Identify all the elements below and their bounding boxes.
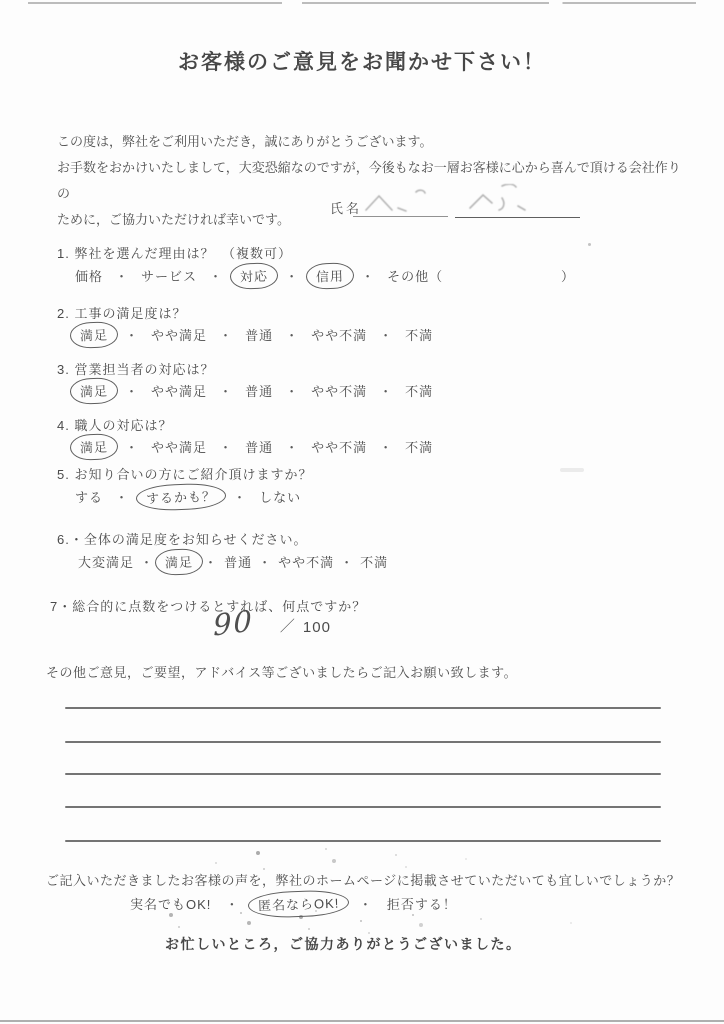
option-real-name-ok: 実名でもOK! — [130, 897, 212, 912]
scan-smudge — [560, 468, 584, 472]
option-somewhat-dissatisfied: やや不満 — [311, 328, 368, 343]
question-1-label: 1. 弊社を選んだ理由は？ （複数可） — [57, 246, 292, 261]
comment-writing-line — [65, 840, 661, 842]
name-field-underline — [455, 217, 580, 218]
option-separator-dot: ・ — [125, 384, 140, 399]
comment-writing-line — [65, 806, 661, 808]
option-neutral: 普通 — [245, 384, 274, 399]
comment-writing-line — [65, 741, 661, 743]
option-somewhat-satisfied: やや満足 — [151, 328, 208, 343]
option-separator-dot: ・ — [285, 384, 300, 399]
option-separator-dot: ・ — [209, 269, 224, 284]
score-max-value: 100 — [302, 619, 331, 636]
option-separator-dot: ・ — [340, 555, 355, 570]
option-separator-dot: ・ — [125, 328, 140, 343]
question-4-label: 4. 職人の対応は？ — [57, 418, 173, 433]
comment-writing-line — [65, 707, 661, 709]
option-neutral: 普通 — [224, 555, 253, 570]
option-separator-dot: ・ — [379, 384, 394, 399]
option-separator-dot: ・ — [358, 897, 373, 912]
option-separator-dot: ・ — [204, 555, 219, 570]
pencil-smudges — [150, 908, 152, 910]
option-very-satisfied: 大変満足 — [78, 555, 135, 570]
option-separator-dot: ・ — [219, 328, 234, 343]
scan-artifact-top-edge — [28, 2, 696, 4]
option-separator-dot: ・ — [379, 440, 394, 455]
option-separator-dot: ・ — [233, 490, 248, 505]
question-2-label: 2. 工事の満足度は？ — [57, 306, 187, 321]
option-separator-dot: ・ — [140, 555, 155, 570]
intro-line-3: ために，ご協力いただければ幸いです。 — [57, 212, 290, 227]
option-separator-dot: ・ — [125, 440, 140, 455]
handwritten-name-scribble — [352, 184, 582, 214]
option-maybe-refer-circled: するかも？ — [136, 482, 227, 511]
question-5-label: 5. お知り合いの方にご紹介頂けますか？ — [57, 467, 313, 482]
scan-artifact-bottom-edge — [0, 1020, 724, 1022]
option-neutral: 普通 — [245, 440, 274, 455]
question-3-options — [75, 381, 433, 400]
intro-line-1: この度は，弊社をご利用いただき，誠にありがとうございます。 — [57, 134, 433, 149]
option-separator-dot: ・ — [115, 269, 130, 284]
comments-section-label: その他ご意見，ご要望，アドバイス等ございましたらご記入お願い致します。 — [46, 665, 518, 680]
option-separator-dot: ・ — [285, 440, 300, 455]
question-2-options — [75, 325, 433, 344]
option-somewhat-satisfied: やや満足 — [151, 384, 208, 399]
question-6-label: 6.・全体の満足度をお知らせください。 — [57, 532, 308, 547]
intro-paragraph — [57, 129, 687, 233]
question-7-label: 7・総合的に点数をつけるとすれば、何点ですか？ — [50, 599, 367, 614]
name-field-label: 氏名 — [330, 201, 363, 216]
option-trust-circled: 信用 — [306, 262, 355, 290]
option-separator-dot: ・ — [285, 269, 300, 284]
option-separator-dot: ・ — [285, 328, 300, 343]
option-somewhat-dissatisfied: やや不満 — [311, 440, 368, 455]
score-row — [212, 603, 331, 643]
handwritten-score-value: 90 — [212, 603, 255, 643]
scan-speck — [588, 243, 591, 246]
comment-writing-line — [65, 773, 661, 775]
question-4-options — [75, 437, 433, 456]
option-separator-dot: ・ — [219, 384, 234, 399]
option-refuse: 拒否する！ — [386, 897, 457, 912]
option-service: サービス — [141, 269, 198, 284]
option-other-open-paren: その他（ — [387, 269, 444, 284]
intro-line-2: お手数をおかけいたしまして，大変恐縮なのですが，今後もなお一層お客様に心から喜んで頂ける会社作りの — [57, 160, 681, 201]
option-somewhat-dissatisfied: やや不満 — [278, 555, 335, 570]
score-slash: ／ — [279, 618, 295, 635]
option-price: 価格 — [75, 269, 104, 284]
page-title: お客様のご意見をお聞かせ下さい！ — [178, 51, 546, 74]
question-1-options — [75, 266, 575, 285]
scan-speckles — [95, 846, 97, 848]
publish-permission-options — [130, 894, 457, 913]
question-5-options — [75, 487, 301, 506]
option-will-refer: する — [75, 490, 104, 505]
thank-you-message: お忙しいところ，ご協力ありがとうございました。 — [165, 936, 522, 952]
option-dissatisfied: 不満 — [360, 555, 389, 570]
publish-permission-question: ご記入いただきましたお客様の声を，弊社のホームページに掲載させていただいても宜しいでしょうか？ — [46, 873, 681, 888]
option-separator-dot: ・ — [225, 897, 240, 912]
option-dissatisfied: 不満 — [405, 384, 434, 399]
option-satisfied-circled: 満足 — [70, 321, 119, 349]
name-field-underline — [353, 216, 448, 217]
option-separator-dot: ・ — [361, 269, 376, 284]
option-anonymous-ok-circled: 匿名ならOK! — [248, 889, 350, 919]
option-neutral: 普通 — [245, 328, 274, 343]
question-6-options — [78, 552, 388, 571]
option-separator-dot: ・ — [379, 328, 394, 343]
option-satisfied-circled: 満足 — [70, 433, 119, 461]
option-separator-dot: ・ — [258, 555, 273, 570]
option-satisfied-circled: 満足 — [155, 548, 204, 576]
option-dissatisfied: 不満 — [405, 440, 434, 455]
option-satisfied-circled: 満足 — [70, 377, 119, 405]
option-separator-dot: ・ — [115, 490, 130, 505]
option-dissatisfied: 不満 — [405, 328, 434, 343]
question-3-label: 3. 営業担当者の対応は？ — [57, 362, 215, 377]
option-other-close-paren: ） — [560, 269, 575, 284]
option-somewhat-satisfied: やや満足 — [151, 440, 208, 455]
option-response-circled: 対応 — [230, 262, 279, 290]
option-wont-refer: しない — [259, 490, 302, 505]
option-somewhat-dissatisfied: やや不満 — [311, 384, 368, 399]
option-separator-dot: ・ — [219, 440, 234, 455]
